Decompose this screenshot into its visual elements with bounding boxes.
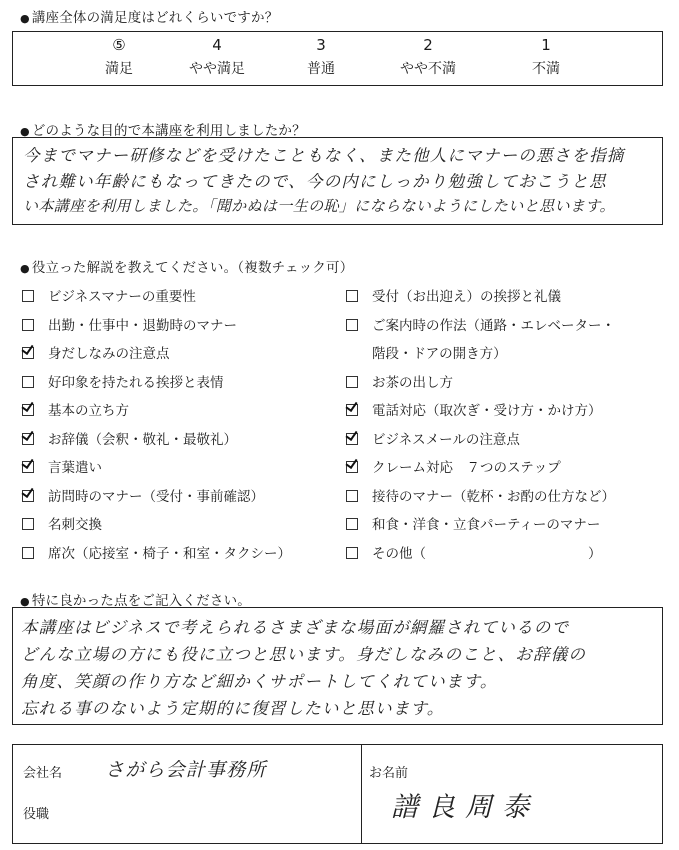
- good-points-line-3: 角度、笑顔の作り方など細かくサポートしてくれています。: [21, 672, 498, 691]
- checkbox-icon[interactable]: [22, 319, 34, 331]
- checkbox-icon[interactable]: [22, 290, 34, 302]
- topic-label: 出勤・仕事中・退勤時のマナー: [48, 317, 237, 334]
- topic-item[interactable]: [346, 540, 615, 569]
- purpose-box: [12, 137, 663, 225]
- topic-item[interactable]: [346, 283, 615, 312]
- respondent-box: [12, 744, 663, 844]
- topic-item: [346, 340, 615, 369]
- topic-label: 席次（応接室・椅子・和室・タクシー）: [48, 545, 291, 562]
- topic-label: 階段・ドアの開き方）: [372, 346, 507, 362]
- topic-label: 受付（お出迎え）の挨拶と礼儀: [372, 289, 561, 305]
- topic-label: ビジネスマナーの重要性: [48, 289, 196, 305]
- rating-option[interactable]: [281, 32, 361, 78]
- rating-option[interactable]: [177, 32, 257, 78]
- rating-number: ⑤: [112, 36, 126, 54]
- topic-item[interactable]: [22, 454, 291, 483]
- rating-option[interactable]: [506, 32, 586, 78]
- topic-label: 和食・洋食・立食パーティーのマナー: [372, 517, 601, 533]
- rating-label: 普通: [307, 61, 335, 77]
- topic-label: お茶の出し方: [372, 374, 453, 391]
- checked-checkbox-icon[interactable]: [22, 461, 34, 473]
- rating-label: やや満足: [189, 61, 245, 77]
- checkbox-icon[interactable]: [22, 376, 34, 388]
- rating-label: やや不満: [400, 61, 456, 77]
- satisfaction-box: [12, 31, 663, 86]
- purpose-line-3: い本講座を利用しました。「聞かぬは一生の恥」にならないようにしたいと思います。: [23, 197, 615, 215]
- good-points-line-2: どんな立場の方にも役に立つと思います。身だしなみのこと、お辞儀の: [21, 645, 587, 664]
- topic-label: ビジネスメールの注意点: [372, 431, 520, 448]
- topic-item[interactable]: [22, 540, 291, 569]
- topic-label: 基本の立ち方: [48, 403, 129, 419]
- topic-item[interactable]: [346, 369, 615, 398]
- purpose-line-1: 今までマナー研修などを受けたこともなく、また他人にマナーの悪さを指摘: [23, 146, 625, 165]
- topic-item[interactable]: [346, 312, 615, 341]
- topic-item[interactable]: [22, 283, 291, 312]
- topic-label: 身だしなみの注意点: [48, 346, 170, 362]
- topic-label: クレーム対応 ７つのステップ: [372, 460, 561, 476]
- q3-question: ● 役立った解説を教えてください。（複数チェック可）: [20, 256, 353, 276]
- rating-option[interactable]: [79, 32, 159, 78]
- topic-item[interactable]: [346, 397, 615, 426]
- rating-number: 2: [423, 36, 433, 54]
- rating-label: 満足: [105, 61, 133, 77]
- checked-checkbox-icon[interactable]: [346, 404, 358, 416]
- purpose-line-2: され難い年齢にもなってきたので、今の内にしっかり勉強しておこうと思: [23, 172, 607, 191]
- checkbox-icon[interactable]: [346, 518, 358, 530]
- good-points-line-1: 本講座はビジネスで考えられるさまざまな場面が網羅されているので: [21, 618, 570, 637]
- rating-number: 4: [212, 36, 222, 54]
- topic-label: 電話対応（取次ぎ・受け方・かけ方）: [372, 403, 602, 419]
- q2-question: ● どのような目的で本講座を利用しましたか？: [20, 119, 306, 139]
- topic-item[interactable]: [346, 454, 615, 483]
- helpful-topics-right: [346, 283, 615, 568]
- topic-label: 訪問時のマナー（受付・事前確認）: [48, 488, 264, 505]
- checkbox-icon[interactable]: [22, 547, 34, 559]
- topic-label: ご案内時の作法（通路・エレベーター・: [372, 317, 615, 334]
- checkbox-icon[interactable]: [346, 376, 358, 388]
- name-label: お名前: [369, 766, 409, 781]
- rating-option[interactable]: [388, 32, 468, 78]
- topic-label: 言葉遣い: [48, 460, 102, 476]
- company-name: さがら会計事務所: [105, 759, 267, 781]
- checkbox-icon[interactable]: [346, 319, 358, 331]
- topic-item[interactable]: [346, 483, 615, 512]
- topic-item[interactable]: [22, 397, 291, 426]
- topic-label: 名刺交換: [48, 517, 102, 533]
- topic-label: 接待のマナー（乾杯・お酌の仕方など）: [372, 488, 615, 505]
- role-label: 役職: [23, 807, 50, 822]
- topic-item[interactable]: [22, 511, 291, 540]
- helpful-topics-left: [22, 283, 291, 568]
- checked-checkbox-icon[interactable]: [22, 490, 34, 502]
- checkbox-icon[interactable]: [346, 547, 358, 559]
- checked-checkbox-icon[interactable]: [22, 433, 34, 445]
- rating-number: 3: [316, 36, 326, 54]
- topic-item[interactable]: [22, 483, 291, 512]
- topic-item[interactable]: [346, 511, 615, 540]
- topic-label: 好印象を持たれる挨拶と表情: [48, 374, 224, 391]
- checkbox-icon[interactable]: [22, 518, 34, 530]
- rating-number: 1: [541, 36, 551, 54]
- footer-divider: [361, 745, 362, 843]
- topic-item[interactable]: [22, 312, 291, 341]
- checkbox-icon[interactable]: [346, 490, 358, 502]
- checked-checkbox-icon[interactable]: [346, 433, 358, 445]
- topic-item[interactable]: [346, 426, 615, 455]
- checkbox-icon[interactable]: [346, 290, 358, 302]
- good-points-line-4: 忘れる事のないよう定期的に復習したいと思います。: [21, 699, 445, 718]
- respondent-name: 譜良周泰: [391, 792, 539, 823]
- q1-question: ● 講座全体の満足度はどれくらいですか？: [20, 6, 278, 26]
- rating-label: 不満: [532, 61, 560, 77]
- topic-label: お辞儀（会釈・敬礼・最敬礼）: [48, 431, 237, 448]
- good-points-box: [12, 607, 663, 725]
- checked-checkbox-icon[interactable]: [346, 461, 358, 473]
- q4-question: ● 特に良かった点をご記入ください。: [20, 589, 251, 609]
- topic-item[interactable]: [22, 340, 291, 369]
- company-label: 会社名: [23, 766, 63, 781]
- checked-checkbox-icon[interactable]: [22, 404, 34, 416]
- topic-item[interactable]: [22, 369, 291, 398]
- topic-label: その他（ ）: [372, 545, 602, 562]
- topic-item[interactable]: [22, 426, 291, 455]
- checked-checkbox-icon[interactable]: [22, 347, 34, 359]
